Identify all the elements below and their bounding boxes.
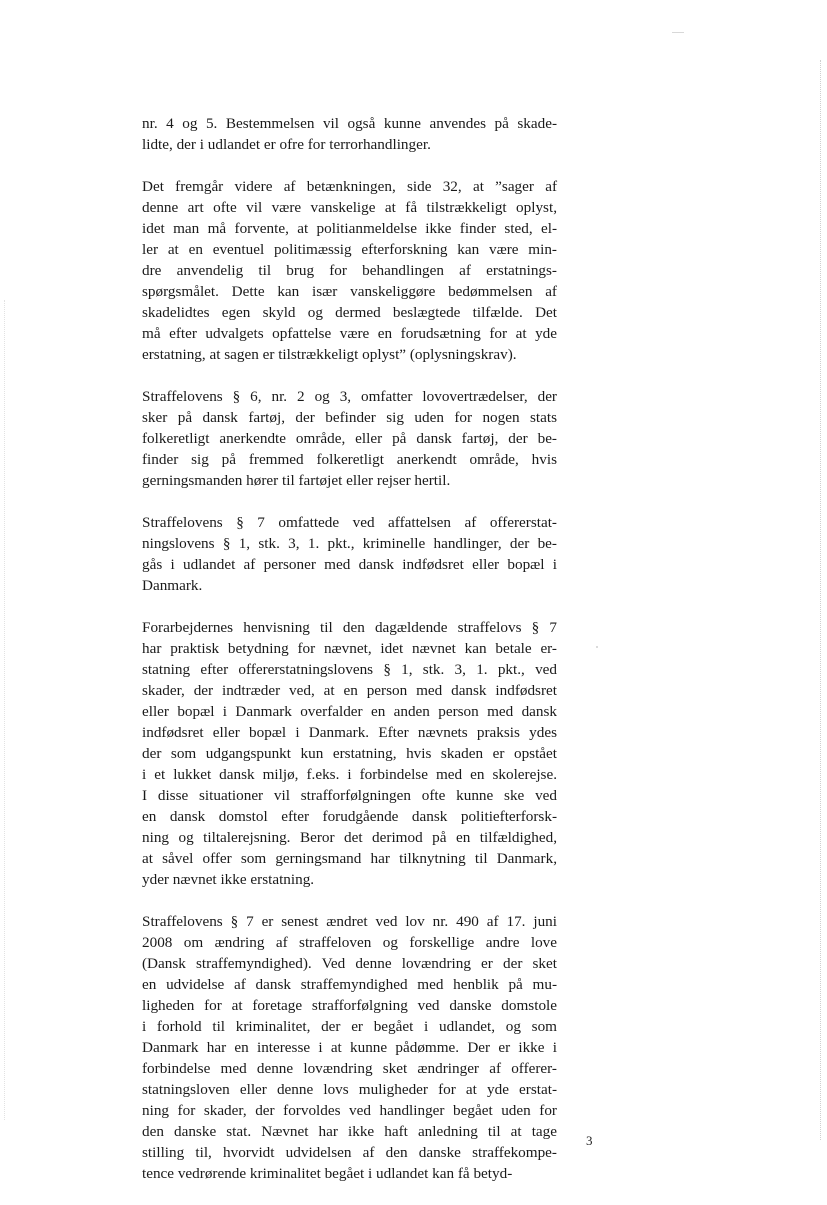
text-line: erstatning, at sagen er tilstrækkeligt oplyst” (oplysningskrav). [142,346,517,363]
paragraph [142,386,557,491]
text-line: eller bopæl i Danmark overfalder en anden person med dansk [142,703,557,720]
text-line: spørgsmålet. Dette kan især vanskeliggøre bedømmelsen af [142,283,557,300]
text-line: Forarbejdernes henvisning til den dagældende straffelovs § 7 [142,619,557,636]
text-line: ning for skader, der forvoldes ved handlinger begået uden for [142,1102,557,1119]
paragraph [142,113,557,155]
text-line: denne art ofte vil være vanskelige at få tilstrækkeligt oplyst, [142,199,557,216]
text-line: gås i udlandet af personer med dansk indfødsret eller bopæl i [142,556,557,573]
page-number: 3 [586,1133,593,1148]
text-line: at såvel offer som gerningsmand har tilknytning til Danmark, [142,850,557,867]
text-line: i forhold til kriminalitet, der er begået i udlandet, og som [142,1018,557,1035]
text-line: Straffelovens § 7 omfattede ved affattelsen af offererstat- [142,514,557,531]
paragraph [142,176,557,365]
text-line: stilling til, hvorvidt udvidelsen af den danske straffekompe- [142,1144,557,1161]
text-line: ningslovens § 1, stk. 3, 1. pkt., kriminelle handlinger, der be- [142,535,557,552]
text-line: nr. 4 og 5. Bestemmelsen vil også kunne anvendes på skade- [142,115,557,132]
text-line: finder sig på fremmed folkeretligt anerkendt område, hvis [142,451,557,468]
text-line: i et lukket dansk miljø, f.eks. i forbindelse med en skolerejse. [142,766,557,783]
text-line: der som udgangspunkt kun erstatning, hvis skaden er opstået [142,745,557,762]
text-line: statningsloven eller denne lovs muligheder for at yde erstat- [142,1081,557,1098]
scan-artifact-mark [672,32,684,33]
text-line: har praktisk betydning for nævnet, idet nævnet kan betale er- [142,640,557,657]
text-line: folkeretligt anerkendte område, eller på dansk fartøj, der be- [142,430,557,447]
text-line: ning og tiltalerejsning. Beror det derimod på en tilfældighed, [142,829,557,846]
text-line: (Dansk straffemyndighed). Ved denne lovændring er der sket [142,955,557,972]
text-line: sker på dansk fartøj, der befinder sig uden for nogen stats [142,409,557,426]
text-line: Danmark har en interesse i at kunne pådømme. Der er ikke i [142,1039,557,1056]
text-line: skader, der indtræder ved, at en person med dansk indfødsret [142,682,557,699]
text-line: Det fremgår videre af betænkningen, side 32, at ”sager af [142,178,557,195]
text-line: må efter udvalgets opfattelse være en forudsætning for at yde [142,325,557,342]
scan-edge-right [820,60,821,1140]
text-line: indfødsret eller bopæl i Danmark. Efter nævnets praksis ydes [142,724,557,741]
text-line: forbindelse med denne lovændring sket ændringer af offerer- [142,1060,557,1077]
text-line: yder nævnet ikke erstatning. [142,871,315,888]
text-line: Straffelovens § 7 er senest ændret ved lov nr. 490 af 17. juni [142,913,557,930]
text-line: tence vedrørende kriminalitet begået i udlandet kan få betyd- [142,1165,513,1182]
paragraph [142,911,557,1184]
paragraph [142,617,557,890]
text-line: 2008 om ændring af straffeloven og forskellige andre love [142,934,557,951]
text-line: ligheden for at foretage strafforfølgning ved danske domstole [142,997,557,1014]
text-line: dre anvendelig til brug for behandlingen af erstatnings- [142,262,557,279]
text-line: skadelidtes egen skyld og dermed beslægtede tilfælde. Det [142,304,557,321]
text-line: lidte, der i udlandet er ofre for terrorhandlinger. [142,136,431,153]
text-line: idet man må forvente, at politianmeldelse ikke finder sted, el- [142,220,557,237]
text-line: gerningsmanden hører til fartøjet eller rejser hertil. [142,472,451,489]
text-line: statning efter offererstatningslovens § 1, stk. 3, 1. pkt., ved [142,661,557,678]
text-line: I disse situationer vil strafforfølgningen ofte kunne ske ved [142,787,557,804]
text-line: ler at en eventuel politimæssig efterforskning kan være min- [142,241,557,258]
paragraph [142,512,557,596]
text-line: en dansk domstol efter forudgående dansk politiefterforsk- [142,808,557,825]
text-line: en udvidelse af dansk straffemyndighed med henblik på mu- [142,976,557,993]
text-line: Straffelovens § 6, nr. 2 og 3, omfatter lovovertrædelser, der [142,388,557,405]
scan-artifact-dot [596,646,598,648]
text-line: den danske stat. Nævnet har ikke haft anledning til at tage [142,1123,557,1140]
body-text [142,113,557,1205]
text-line: Danmark. [142,577,203,594]
scan-edge-left [4,300,5,1120]
